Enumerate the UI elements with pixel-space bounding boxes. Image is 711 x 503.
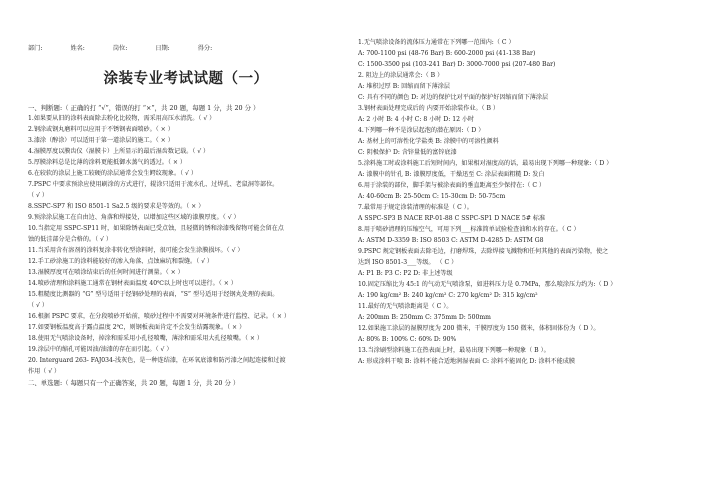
question-line: 7.PSPC 中要求预涂应使用刷涂的方式进行，辊涂只适用于流水孔、过焊孔、老鼠洞等部位。 [28, 180, 279, 188]
question-line: 作用（ √ ） [28, 367, 61, 375]
question-line: A: 80% B: 100% C: 60% D: 90% [358, 335, 457, 343]
question-line: 5.厚膜涂料总是比薄的涂料更能抵御水蒸气的透过。（ × ） [28, 158, 186, 166]
question-line: C: 1500-3500 psi (103-241 Bar) D: 3000-7000 psi (207-480 Bar) [358, 60, 556, 68]
name-label: 姓名: [70, 45, 85, 52]
question-line: 1.无气喷涂设备的流体压力通常在下列哪一范围内:（ C ） [358, 39, 515, 46]
question-line: A: P1 B: P3 C: P2 D: 非上述等级 [358, 269, 453, 277]
question-line: 18.使用无气喷涂设备时，掉涂和需采用小孔径喷嘴，薄涂和需采用大孔径喷嘴。（ × ） [28, 334, 263, 342]
question-line: 1.如果要从旧的涂料表面除去粉化比较物，需采用高压水清洗。（ √ ） [28, 114, 216, 122]
question-line: 13.湿膜厚度可在喷涂结束后的任何时间进行测量。（ × ） [28, 268, 184, 276]
question-line: （ √ ） [28, 191, 48, 199]
true-false-list [28, 114, 344, 378]
question-line: 8.SSPC-SP7 和 ISO 8501-1 Sa2.5 级的要求是等效的。（ × ） [28, 202, 205, 210]
question-line: 13.当涂刷型涂料施工在热表面上时，最易出现下列哪一种现象（ B ）。 [358, 346, 550, 354]
question-line: A: 堆积过厚 B: 回缩而留下薄涂层 [358, 82, 450, 90]
post-label: 岗位: [112, 45, 128, 52]
question-line: 3.漆涂（醇涂）可以适用于第一道涂层的施工。（ × ） [28, 136, 174, 144]
question-line: 6.在较软的涂层上施工较硬的涂层通常会发生鳄纹现象。（ √ ） [28, 169, 197, 177]
page-title: 涂装专业考试试题（一） [103, 70, 269, 87]
question-line: 5.涂料施工时或涂料施工后短时间内，如果相对湿度高的话，最易出现下列哪一种现象:（ D ） [358, 159, 613, 167]
question-line: 9.PSPC 规定钢板表面去除毛边，打磨焊珠，去除焊接飞溅物和任何其他的表面污染物，使之 [358, 247, 609, 255]
question-line: 11.当采用含有溶剂的涂料复涂非转化型涂料时，很可能会发生涂膜损坏。（ √ ） [28, 246, 244, 254]
question-line: A: 基材上的可溶性化学盐类 B: 涂膜中的可溶性颜料 [358, 137, 499, 145]
question-line: 12.手工砂涂施工的涂料能较好的渗入角落、点蚀麻坑和裂缝。（ √ ） [28, 257, 214, 265]
dept-label: 部门: [28, 45, 43, 52]
question-line: A: ASTM D-3359 B: ISO 8503 C: ASTM D-4285 D: ASTM G8 [358, 236, 544, 244]
single-choice-list [358, 38, 698, 368]
question-line: 4.湿膜厚度以膜齿仪（湿膜卡）上所显示的最后湿齿数记载。（ √ ） [28, 147, 210, 155]
question-line: 19.涂层中的缩孔可能因油/油漆的存在而引起。（ √ ） [28, 345, 173, 353]
question-line: 蚀的低洼部分是合格的。（ √ ） [28, 235, 112, 243]
question-line: 9.预涂涂层施工在自由边、角落和焊接处，以增加这些区域的漆膜厚度。（ √ ） [28, 213, 240, 221]
question-line: 10.固定压缩比为 45:1 的气动无气喷涂泵，如进料压力是 0.7MPa，那么喷涂压力约为:（ D ） [358, 280, 617, 288]
section-heading-single-choice: 二、单选题:（ 每题只有一个正确答案，共 20 题，每题 1 分，共 20 分 ） [28, 378, 240, 387]
question-line: A: 40-60cm B: 25-50cm C: 15-30cm D: 50-75cm [358, 192, 506, 200]
section-heading-true-false: 一、判断题:（ 正确的打 “√”，错误的打 “×”，共 20 题，每题 1 分，共 20 分 ） [28, 104, 260, 112]
question-line: 7.最常用于规定涂装清理的标准是（ C ）。 [358, 203, 473, 211]
question-line: 4.下列哪一种不是涂层起泡的潜在原因:（ D ） [358, 126, 485, 134]
question-line: A: 200mm B: 250mm C: 375mm D: 500mm [358, 313, 491, 321]
question-line: A: 漆膜中的针孔 B: 漆膜厚度低，干燥迅至 C: 涂层表面粗糙 D: 发白 [358, 170, 545, 178]
question-line: （ √ ） [28, 301, 48, 309]
question-line: 12.如果施工涂层的湿膜厚度为 200 微米，干膜厚度为 150 微米，体积固体份为（ D ）。 [358, 324, 600, 332]
question-line: 8.用于喷砂清理的压缩空气，可用下列___标准简单试验检查油和水的存在。（ C ） [358, 225, 580, 233]
question-line: A: 形成涂料干喷 B: 涂料不能合适地润湿表面 C: 涂料不能固化 D: 涂料不能成膜 [358, 357, 575, 365]
question-line: 2. 阻边上的涂层通常会:（ B ） [358, 71, 444, 79]
header-fields [28, 43, 238, 52]
true-false-section [28, 103, 344, 389]
question-line: C: 具有不同的颜色 D: 对边的保护比对平面的保护好因缩而留下薄涂层 [358, 93, 549, 101]
question-line: 达到 ISO 8501-3___等级。 （ C ） [358, 258, 458, 266]
question-line: A SSPC-SP3 B NACE RP-01-88 C SSPC-SP1 D NACE 5# 标准 [358, 214, 546, 222]
question-line: A: 700-1100 psi (48-76 Bar) B: 600-2000 psi (41-138 Bar) [358, 49, 536, 57]
question-line: 15.粗糙度比测器的 “G” 型号适用于经钢砂处理的表面，“S” 型号适用于经钢丸处理的表面。 [28, 290, 279, 298]
question-line: 17.如要钢板温度高于露点温度 2℃，则钢板表面肯定不会发生结露现象。（ × ） [28, 323, 246, 331]
question-line: 2.钢涂或钢丸磨料可以应用于不锈钢表面喷砂。（ × ） [28, 125, 174, 133]
question-line: 16.根据 PSPC 要求，在分段喷砂开始前，喷砂过程中不需要对环境条件进行监控、记录。（ × ） [28, 312, 291, 320]
question-line: 14.喷砂清理和涂料施工通常在钢材表面温度 40℃以上时也可以进行。（ × ） [28, 279, 237, 287]
date-label: 日期: [155, 45, 170, 52]
question-line: 10.当指定用 SSPC-SP11 时，如果除锈表面已受点蚀，且轻微的锈和涂漆残留物可能会留在点 [28, 224, 284, 232]
question-line: 3.钢材表面处理完成后的 内要开始涂装作业。（ B ） [358, 104, 500, 112]
question-line: A: 2 小时 B: 4 小时 C: 8 小时 D: 12 小时 [358, 115, 475, 123]
question-line: C: 阴极保护 D: 含锌量低的富锌底漆 [358, 148, 457, 156]
question-line: A: 190 kg/cm² B: 240 kg/cm² C: 270 kg/cm² D: 315 kg/cm² [358, 291, 538, 299]
question-line: 20. Interguard 263- FAJ034-浅灰色，是一种连结漆，在环氧底漆和防污漆之间起连接和过渡 [28, 356, 286, 364]
question-line: 11.最好的无气喷涂距离是（ C ）。 [358, 302, 453, 310]
question-line: 6.用于涂装的部位，脚手架与被涂表面的垂直距离至少保持在:（ C ） [358, 181, 546, 189]
score-label: 得分: [197, 45, 213, 52]
